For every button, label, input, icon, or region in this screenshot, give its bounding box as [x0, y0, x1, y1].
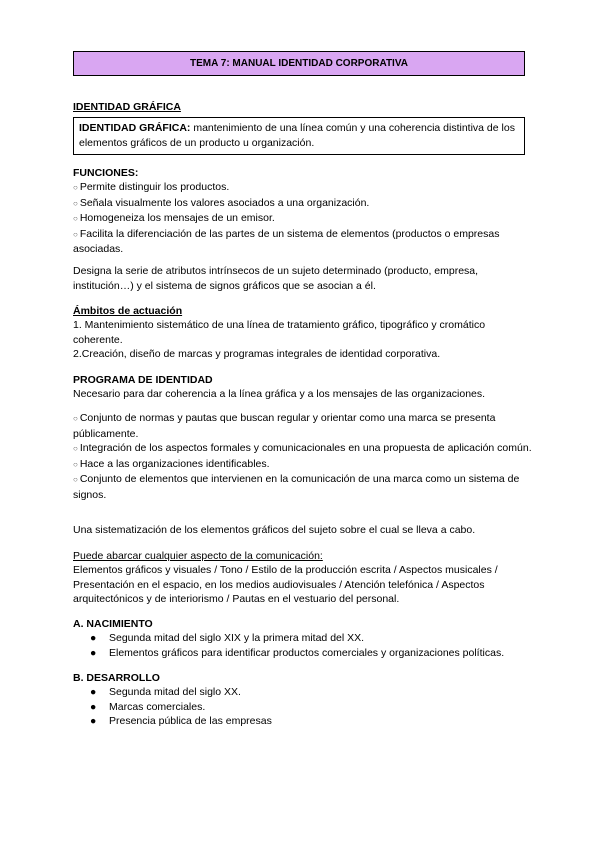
list-item: 2.Creación, diseño de marcas y programas integrales de identidad corporativa. — [73, 348, 441, 360]
programa-intro: Necesario para dar coherencia a la línea gráfica y a los mensajes de las organizaciones. — [73, 388, 486, 400]
programa-heading: PROGRAMA DE IDENTIDAD — [73, 374, 213, 386]
page-title: TEMA 7: MANUAL IDENTIDAD CORPORATIVA — [73, 51, 525, 76]
desarrollo-heading: B. DESARROLLO — [73, 672, 160, 684]
bullet-icon: ○ — [73, 198, 78, 208]
list-item: ○ Permite distinguir los productos. — [73, 181, 230, 193]
ambitos-list — [73, 318, 533, 362]
bullet-icon: ● — [90, 646, 97, 659]
definition-text: mantenimiento de una línea común y una coherencia distintiva de los elementos gráficos de un producto u organización. — [79, 122, 515, 149]
list-item: ● Segunda mitad del siglo XX. — [90, 686, 241, 698]
desarrollo-list — [73, 685, 533, 729]
list-item: ● Elementos gráficos para identificar productos comerciales y organizaciones políticas. — [90, 646, 505, 659]
bullet-icon: ○ — [73, 475, 78, 484]
nacimiento-list — [73, 631, 533, 660]
list-item: ● Segunda mitad del siglo XIX y la primera mitad del XX. — [90, 632, 365, 644]
list-item: 1. Mantenimiento sistemático de una línea de tratamiento gráfico, tipográfico y cromático coherente. — [73, 319, 486, 346]
list-item: ○ Hace a las organizaciones identificables. — [73, 457, 270, 470]
funciones-list — [73, 180, 533, 257]
list-item: ○ Homogeneiza los mensajes de un emisor. — [73, 212, 275, 224]
bullet-icon: ○ — [73, 414, 78, 423]
list-item: ○ Conjunto de elementos que intervienen en la comunicación de una marca como un sistema de signos. — [73, 473, 520, 501]
section-heading-identidad: IDENTIDAD GRÁFICA — [73, 101, 181, 113]
list-item: ○ Facilita la diferenciación de las partes de un sistema de elementos (productos o empresas asociadas. — [73, 227, 500, 255]
funciones-heading: FUNCIONES: — [73, 167, 139, 179]
bullet-icon: ● — [90, 686, 97, 698]
nacimiento-heading: A. NACIMIENTO — [73, 618, 153, 630]
bullet-icon: ○ — [73, 459, 78, 469]
ambitos-heading: Ámbitos de actuación — [73, 305, 183, 317]
designa-paragraph: Designa la serie de atributos intrínsecos de un sujeto determinado (producto, empresa, institución…) y el sistema de signos gráficos que se asocian a él. — [73, 265, 479, 292]
bullet-icon: ● — [90, 715, 97, 727]
programa-closing: Una sistematización de los elementos gráficos del sujeto sobre el cual se lleva a cabo. — [73, 524, 476, 536]
bullet-icon: ● — [90, 632, 97, 644]
list-item: ● Presencia pública de las empresas — [90, 715, 272, 727]
programa-list — [73, 411, 533, 502]
list-item: ○ Conjunto de normas y pautas que buscan regular y orientar como una marca se presenta públicamente. — [73, 412, 496, 440]
bullet-icon: ○ — [73, 229, 78, 239]
bullet-icon: ○ — [73, 214, 78, 223]
abarcar-heading: Puede abarcar cualquier aspecto de la comunicación: — [73, 550, 323, 562]
definition-box — [73, 117, 525, 155]
list-item: ● Marcas comerciales. — [90, 700, 206, 713]
list-item: ○ Integración de los aspectos formales y comunicacionales en una propuesta de aplicación común. — [73, 442, 532, 454]
bullet-icon: ● — [90, 700, 97, 713]
definition-term: IDENTIDAD GRÁFICA: — [79, 122, 191, 134]
list-item: ○ Señala visualmente los valores asociados a una organización. — [73, 196, 370, 209]
bullet-icon: ○ — [73, 183, 78, 192]
abarcar-paragraph: Elementos gráficos y visuales / Tono / Estilo de la producción escrita / Aspectos musicales / Presentación en el espacio, en los medios audiovisuales / Atención telefónica / Aspectos arquitectónicos y de interiorismo / Pautas en el vestuario del personal. — [73, 564, 498, 605]
bullet-icon: ○ — [73, 444, 78, 453]
